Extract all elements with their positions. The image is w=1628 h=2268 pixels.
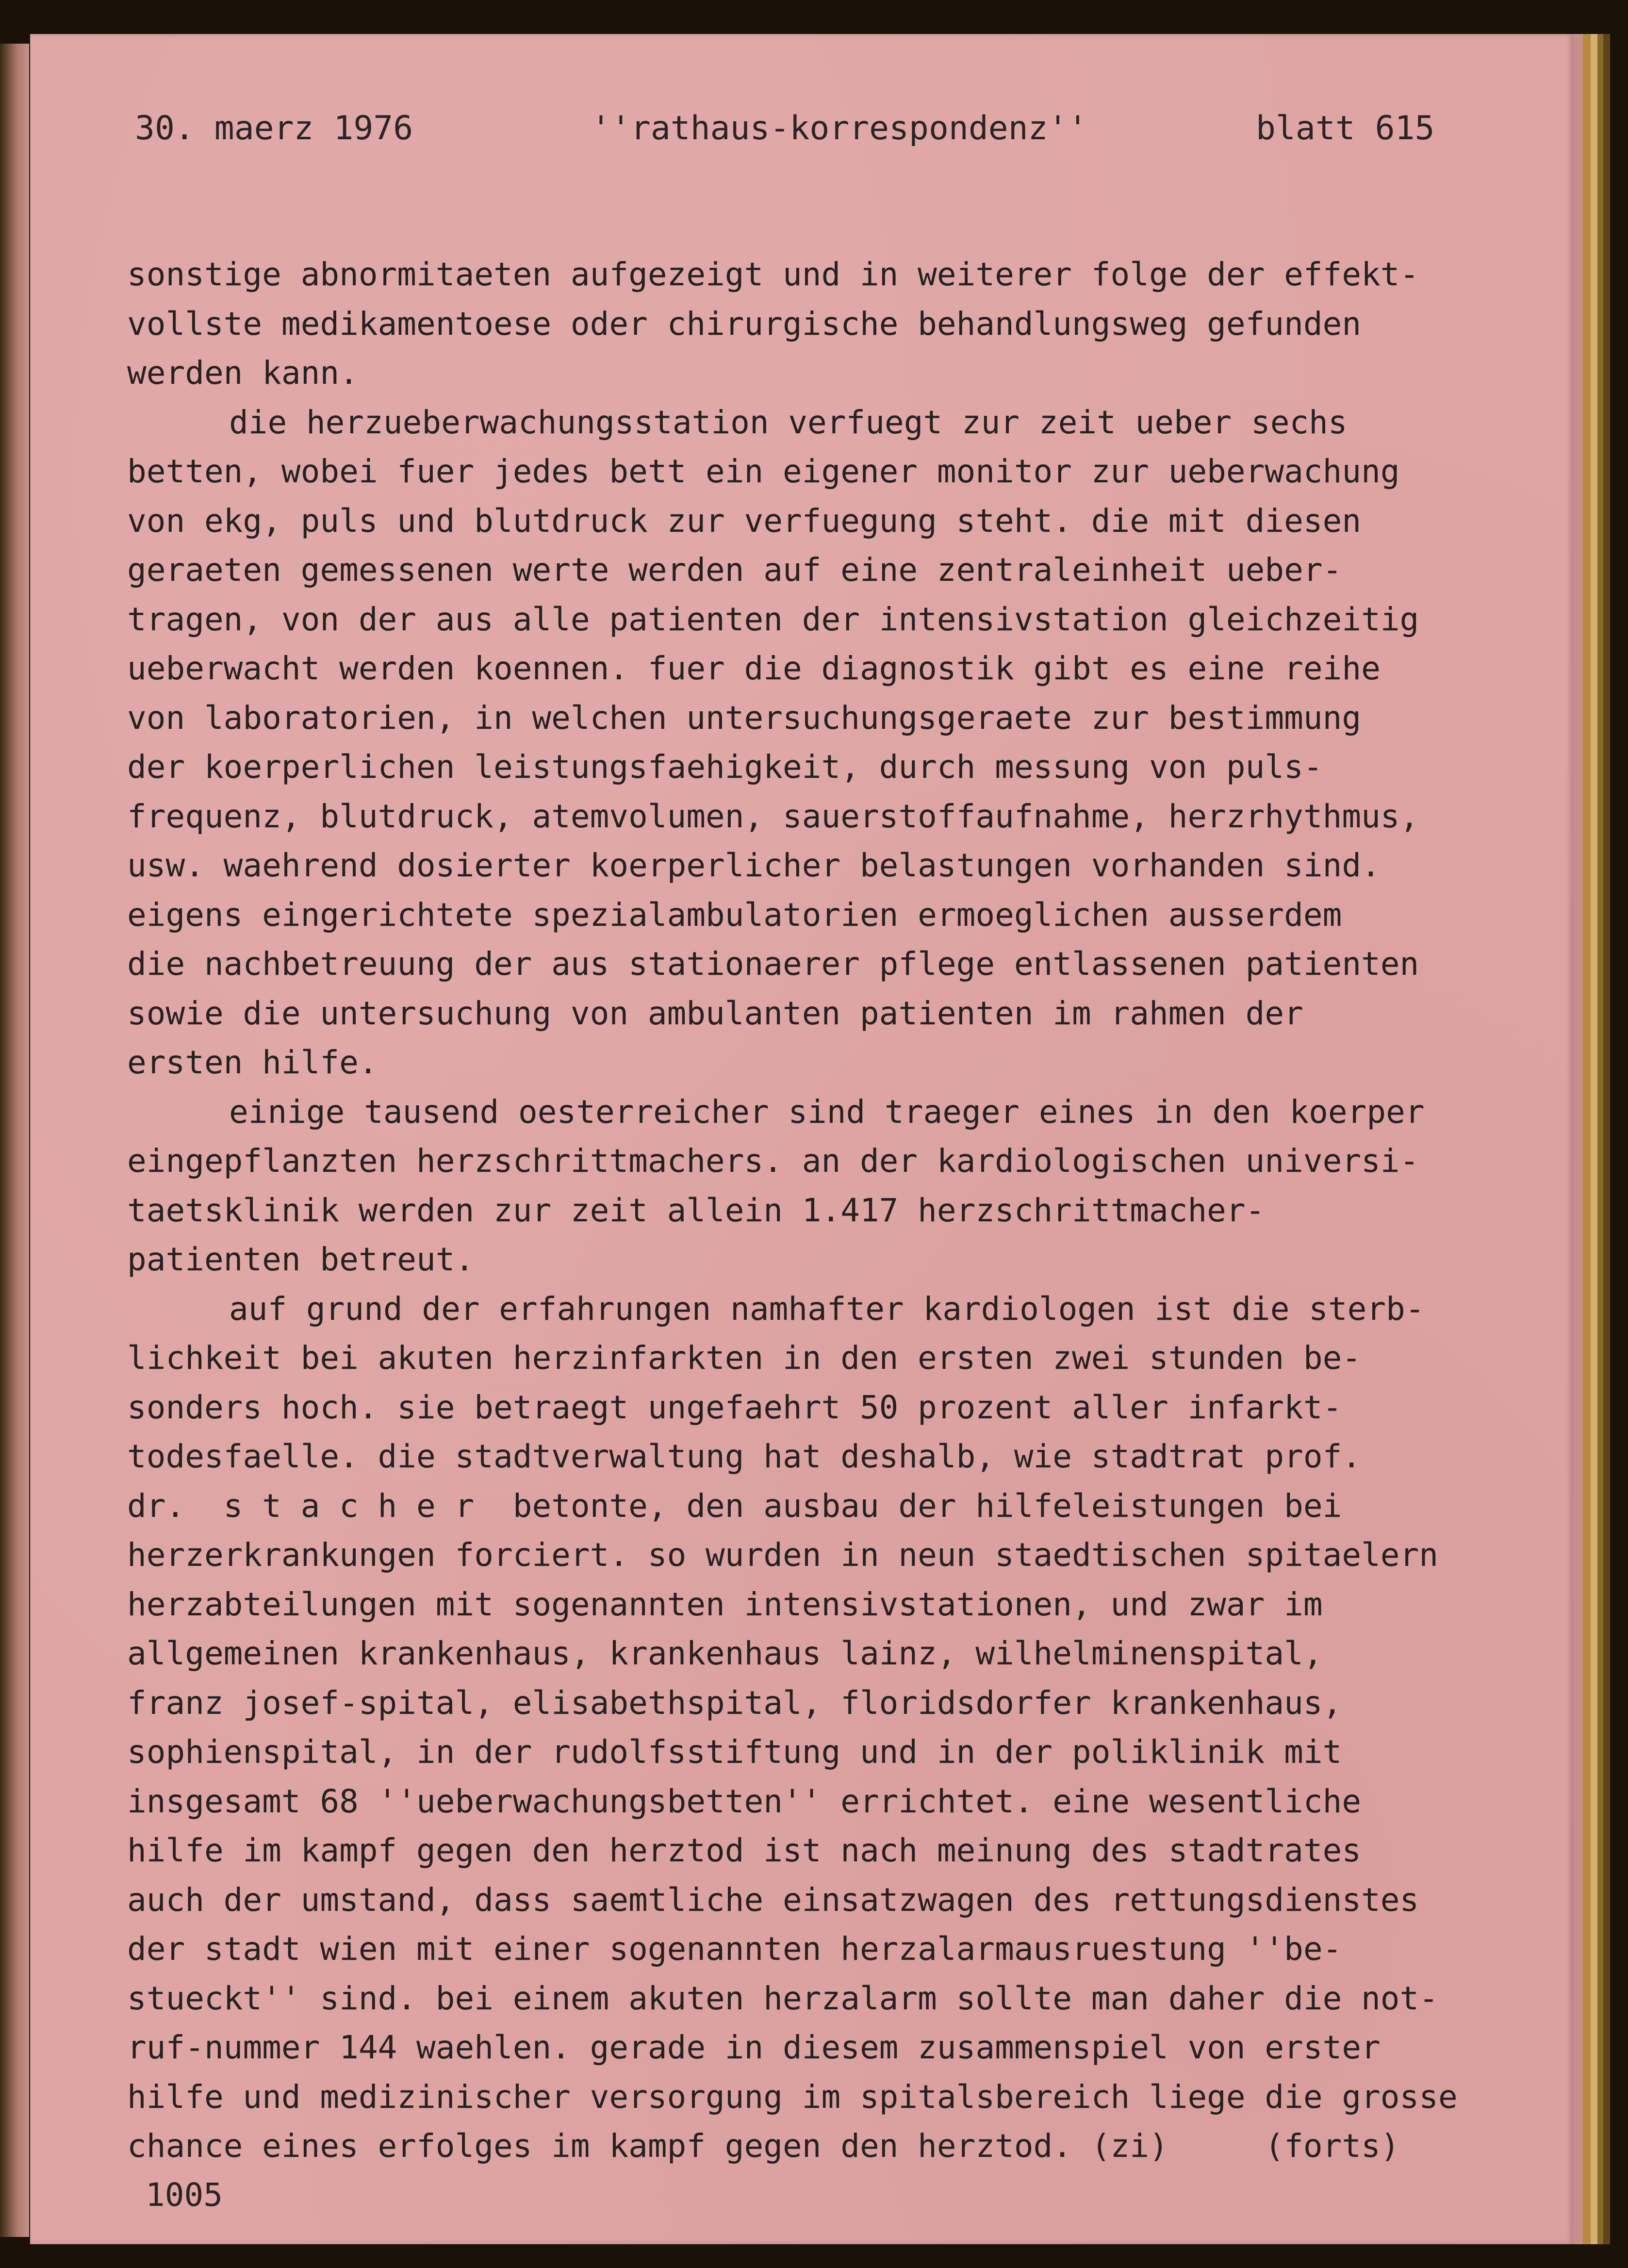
- text-line: betten, wobei fuer jedes bett ein eigener monitor zur ueberwachung: [127, 453, 1400, 490]
- text-line: allgemeinen krankenhaus, krankenhaus lainz, wilhelminenspital,: [127, 1635, 1323, 1672]
- text-line: auf grund der erfahrungen namhafter kardiologen ist die sterb-: [229, 1290, 1425, 1328]
- text-line: werden kann.: [127, 354, 359, 392]
- text-line: frequenz, blutdruck, atemvolumen, sauerstoffaufnahme, herzrhythmus,: [127, 797, 1419, 835]
- text-line: usw. waehrend dosierter koerperlicher belastungen vorhanden sind.: [127, 847, 1381, 884]
- text-line: eingepflanzten herzschrittmachers. an der kardiologischen universi-: [127, 1142, 1419, 1180]
- header-sheet-number: blatt 615: [1256, 109, 1435, 148]
- header-date: 30. maerz 1976: [135, 109, 413, 148]
- header-publication: ''rathaus-korrespondenz'': [591, 109, 1088, 148]
- text-line: patienten betreut.: [127, 1241, 475, 1278]
- text-line: vollste medikamentoese oder chirurgische behandlungsweg gefunden: [127, 305, 1362, 343]
- binding-edge: [1603, 34, 1610, 2244]
- text-line: ruf-nummer 144 waehlen. gerade in diesem zusammenspiel von erster: [127, 2029, 1381, 2066]
- text-line: die herzueberwachungsstation verfuegt zur zeit ueber sechs: [229, 403, 1348, 441]
- text-line: hilfe und medizinischer versorgung im spitalsbereich liege die grosse: [127, 2078, 1458, 2116]
- adjacent-page-edge: [0, 44, 29, 2237]
- text-line: tragen, von der aus alle patienten der intensivstation gleichzeitig: [127, 600, 1419, 638]
- footer-number: 1005: [146, 2176, 223, 2214]
- text-line: ueberwacht werden koennen. fuer die diagnostik gibt es eine reihe: [127, 650, 1381, 687]
- text-line: von laboratorien, in welchen untersuchungsgeraete zur bestimmung: [127, 699, 1362, 737]
- text-line: von ekg, puls und blutdruck zur verfuegung steht. die mit diesen: [127, 502, 1362, 540]
- text-line: herzabteilungen mit sogenannten intensivstationen, und zwar im: [127, 1585, 1323, 1623]
- article-body: [127, 250, 1534, 2171]
- text-line: franz josef-spital, elisabethspital, floridsdorfer krankenhaus,: [127, 1684, 1342, 1722]
- text-line: insgesamt 68 ''ueberwachungsbetten'' errichtet. eine wesentliche: [127, 1782, 1362, 1820]
- text-line: herzerkrankungen forciert. so wurden in neun staedtischen spitaelern: [127, 1536, 1439, 1574]
- text-line: stueckt'' sind. bei einem akuten herzalarm sollte man daher die not-: [127, 1979, 1439, 2017]
- text-line: lichkeit bei akuten herzinfarkten in den ersten zwei stunden be-: [127, 1339, 1362, 1377]
- text-line: geraeten gemessenen werte werden auf eine zentraleinheit ueber-: [127, 551, 1342, 589]
- text-line: eigens eingerichtete spezialambulatorien ermoeglichen ausserdem: [127, 896, 1342, 934]
- text-line: chance eines erfolges im kampf gegen den herztod. (zi) (forts): [127, 2127, 1400, 2165]
- binding-edge: [1591, 34, 1597, 2244]
- text-line: ersten hilfe.: [127, 1044, 378, 1081]
- text-line: einige tausend oesterreicher sind traeger eines in den koerper: [229, 1093, 1425, 1131]
- text-line: sonders hoch. sie betraegt ungefaehrt 50 prozent aller infarkt-: [127, 1388, 1342, 1426]
- text-line: der koerperlichen leistungsfaehigkeit, durch messung von puls-: [127, 748, 1323, 786]
- text-line: hilfe im kampf gegen den herztod ist nach meinung des stadtrates: [127, 1832, 1362, 1869]
- binding-edge: [1597, 34, 1603, 2244]
- text-line: sowie die untersuchung von ambulanten patienten im rahmen der: [127, 994, 1303, 1032]
- text-line: dr. s t a c h e r betonte, den ausbau der hilfeleistungen bei: [127, 1487, 1342, 1525]
- page-stack-edge: [1573, 34, 1583, 2244]
- text-line: todesfaelle. die stadtverwaltung hat deshalb, wie stadtrat prof.: [127, 1438, 1362, 1475]
- text-line: auch der umstand, dass saemtliche einsatzwagen des rettungsdienstes: [127, 1881, 1419, 1919]
- text-line: sophienspital, in der rudolfsstiftung und in der poliklinik mit: [127, 1733, 1342, 1771]
- text-line: der stadt wien mit einer sogenannten herzalarmausruestung ''be-: [127, 1930, 1342, 1968]
- text-line: taetsklinik werden zur zeit allein 1.417 herzschrittmacher-: [127, 1191, 1265, 1229]
- binding-edge: [1583, 34, 1591, 2244]
- page-header: [135, 109, 1445, 153]
- text-line: die nachbetreuung der aus stationaerer pflege entlassenen patienten: [127, 945, 1419, 983]
- text-line: sonstige abnormitaeten aufgezeigt und in weiterer folge der effekt-: [127, 256, 1419, 293]
